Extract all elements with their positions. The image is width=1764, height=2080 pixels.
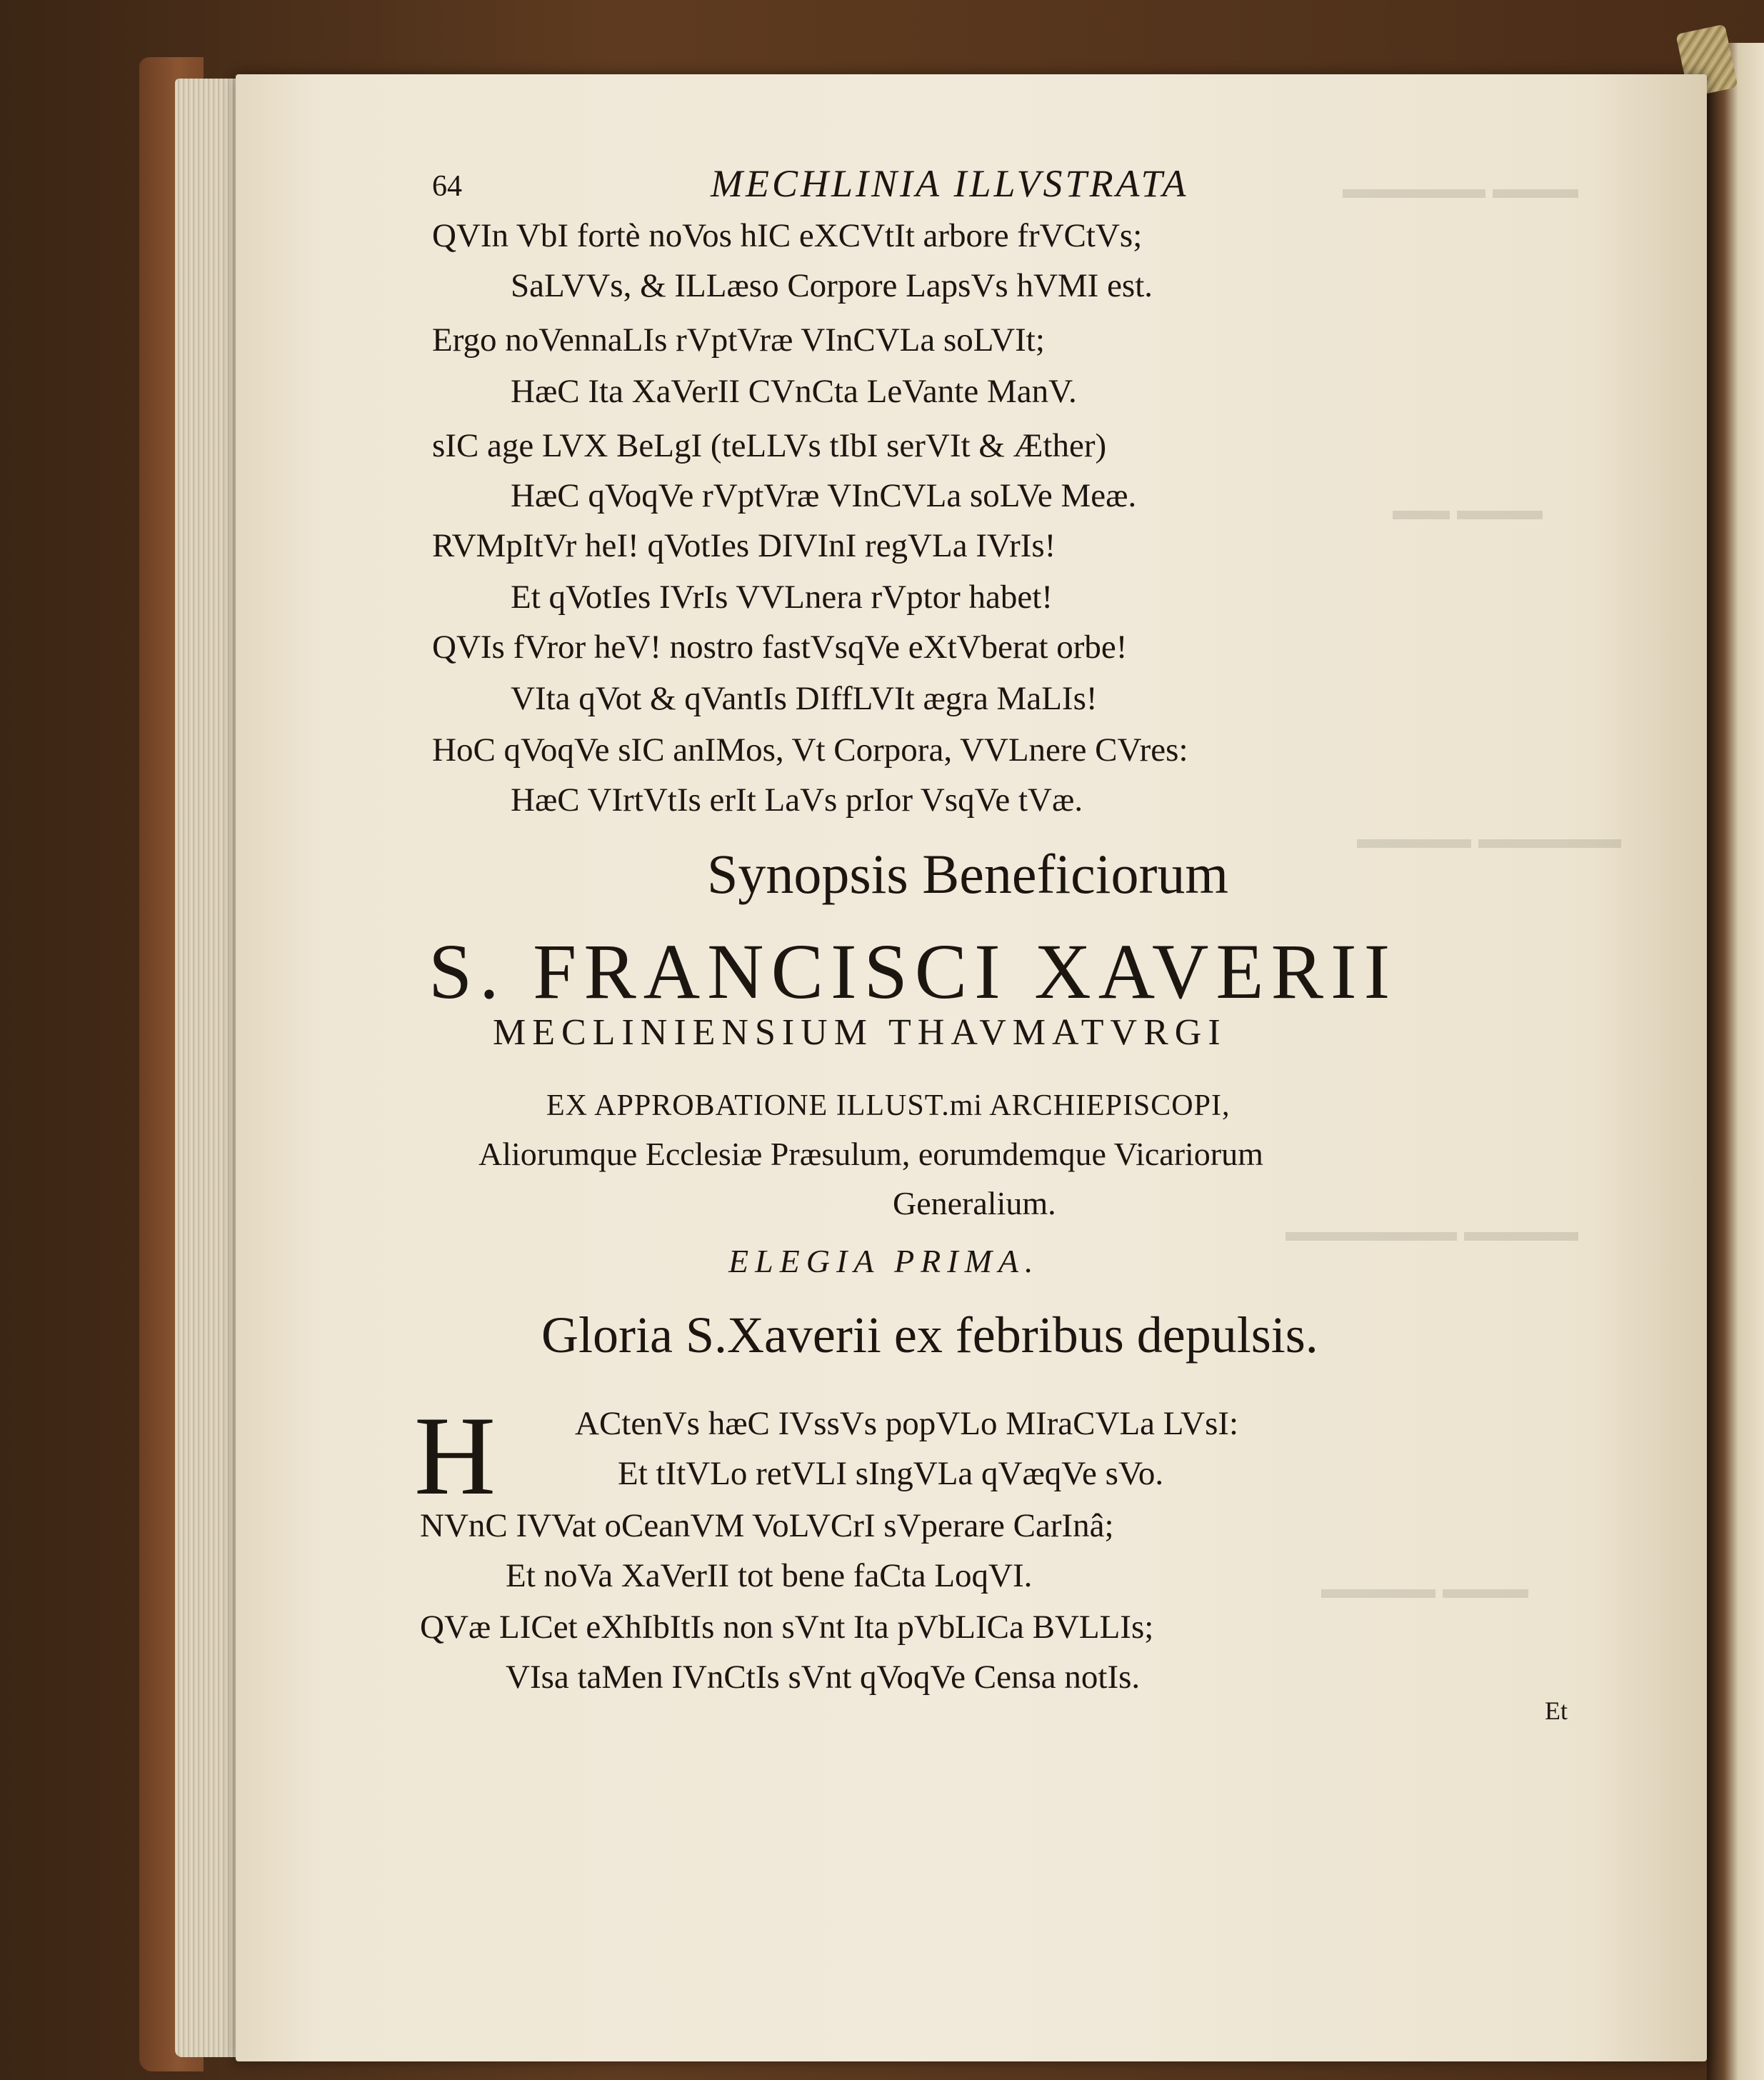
verse-line: Ergo noVennaLIs rVptVræ VInCVLa soLVIt; [432, 321, 1045, 359]
verse-line: VIta qVot & qVantIs DIffLVIt ægra MaLIs! [511, 680, 1098, 717]
approbation-line: Aliorumque Ecclesiæ Præsulum, eorumdemque Vicariorum [478, 1136, 1263, 1172]
verse-line: NVnC IVVat oCeanVM VoLVCrI sVperare CarInâ; [420, 1507, 1114, 1544]
section-title: Synopsis Beneficiorum [707, 843, 1229, 905]
show-through: ▬▬▬ ▬▬▬▬ [1321, 1572, 1528, 1604]
approbation-line: EX APPROBATIONE ILLUST.mi ARCHIEPISCOPI, [546, 1089, 1231, 1122]
verse-line: QVIn VbI fortè noVos hIC eXCVtIt arbore frVCtVs; [432, 217, 1143, 254]
verse-line: sIC age LVX BeLgI (teLLVs tIbI serVIt & Æther) [432, 427, 1107, 464]
verse-line: Et qVotIes IVrIs VVLnera rVptor habet! [511, 579, 1053, 616]
verse-line: HæC qVoqVe rVptVræ VInCVLa soLVe Meæ. [511, 477, 1137, 514]
show-through: ▬▬▬▬▬ ▬▬▬▬ [1357, 822, 1621, 854]
show-through: ▬▬▬ ▬▬ [1393, 494, 1543, 526]
elegy-title: Gloria S.Xaverii ex febribus depulsis. [541, 1306, 1318, 1364]
drop-cap: H [414, 1394, 496, 1519]
catchword: Et [1545, 1696, 1568, 1725]
verse-line: HoC qVoqVe sIC anIMos, Vt Corpora, VVLnere CVres: [432, 731, 1188, 769]
show-through: ▬▬▬▬ ▬▬▬▬▬▬ [1286, 1215, 1578, 1247]
verse-line: SaLVVs, & ILLæso Corpore LapsVs hVMI est. [511, 267, 1153, 304]
subtitle-heading: MECLINIENSIUM THAVMATVRGI [493, 1012, 1227, 1053]
page-number: 64 [432, 170, 462, 203]
verse-line: Et noVa XaVerII tot bene faCta LoqVI. [506, 1557, 1033, 1594]
verse-line: Et tItVLo retVLI sIngVLa qVæqVe sVo. [618, 1455, 1164, 1492]
verse-line: VIsa taMen IVnCtIs sVnt qVoqVe Censa notIs. [506, 1659, 1141, 1696]
book-gutter [1707, 43, 1764, 2080]
show-through: ▬▬▬ ▬▬▬▬▬ [1343, 172, 1578, 204]
elegy-heading: ELEGIA PRIMA. [728, 1243, 1040, 1279]
saint-name-heading: S. FRANCISCI XAVERII [429, 928, 1398, 1015]
running-title: MECHLINIA ILLVSTRATA [711, 162, 1189, 205]
verse-line: QVIs fVror heV! nostro fastVsqVe eXtVberat orbe! [432, 629, 1128, 666]
verse-line: RVMpItVr heI! qVotIes DIVInI regVLa IVrIs! [432, 527, 1056, 564]
verse-line: QVæ LICet eXhIbItIs non sVnt Ita pVbLICa BVLLIs; [420, 1609, 1154, 1646]
verse-line: HæC Ita XaVerII CVnCta LeVante ManV. [511, 373, 1077, 410]
verse-line: HæC VIrtVtIs erIt LaVs prIor VsqVe tVæ. [511, 781, 1083, 819]
approbation-line: Generalium. [893, 1185, 1056, 1221]
verse-line: ACtenVs hæC IVssVs popVLo MIraCVLa LVsI: [575, 1405, 1239, 1442]
